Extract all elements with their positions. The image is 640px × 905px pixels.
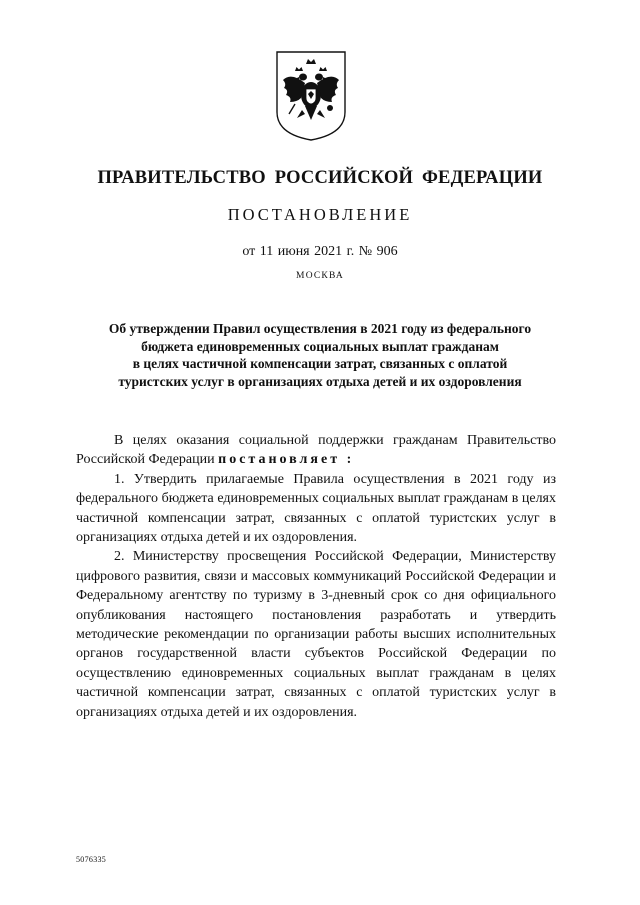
resolves-colon: :	[340, 452, 355, 468]
document-code: 5076335	[76, 855, 107, 864]
preamble-text: В целях оказания социальной поддержки гражданам Правительство Российской Федерации	[76, 433, 556, 468]
document-body	[76, 431, 556, 722]
document-date-number: от 11 июня 2021 г. № 906	[242, 244, 398, 259]
document-title-line: в целях частичной компенсации затрат, связанных с оплатой	[132, 356, 508, 371]
document-title-line: туристских услуг в организациях отдыха детей и их оздоровления	[118, 373, 522, 389]
document-title	[60, 320, 580, 390]
document-type: ПОСТАНОВЛЕНИЕ	[227, 205, 413, 224]
document-title-line: бюджета единовременных социальных выплат гражданам	[141, 338, 499, 354]
document-title-line: Об утверждении Правил осуществления в 2021 году из федерального	[108, 321, 532, 336]
document-city: МОСКВА	[296, 271, 344, 281]
government-name: ПРАВИТЕЛЬСТВО РОССИЙСКОЙ ФЕДЕРАЦИИ	[97, 168, 543, 188]
resolves-word: постановляет	[218, 452, 341, 468]
paragraph-2: 2. Министерству просвещения Российской Федерации, Министерству цифрового развития, связи и массовых коммуникаций Российской Федерации и Федеральному агентству по туризму в 3-дневный срок со дня официального опубликования настоящего постановления разработать и утвердить методические рекомендации по организации работы высших исполнительных органов государственной власти субъектов Российской Федерации по осуществлению единовременных социальных выплат гражданам в целях частичной компенсации затрат, связанных с оплатой туристских услуг в организациях отдыха детей и их оздоровления.	[76, 549, 556, 720]
coat-of-arms-emblem-icon	[275, 50, 347, 142]
preamble-paragraph	[76, 431, 556, 470]
paragraph-1: 1. Утвердить прилагаемые Правила осуществления в 2021 году из федерального бюджета единовременных социальных выплат гражданам в целях частичной компенсации затрат, связанных с оплатой туристских услуг в организациях отдыха детей и их оздоровления.	[76, 471, 556, 546]
